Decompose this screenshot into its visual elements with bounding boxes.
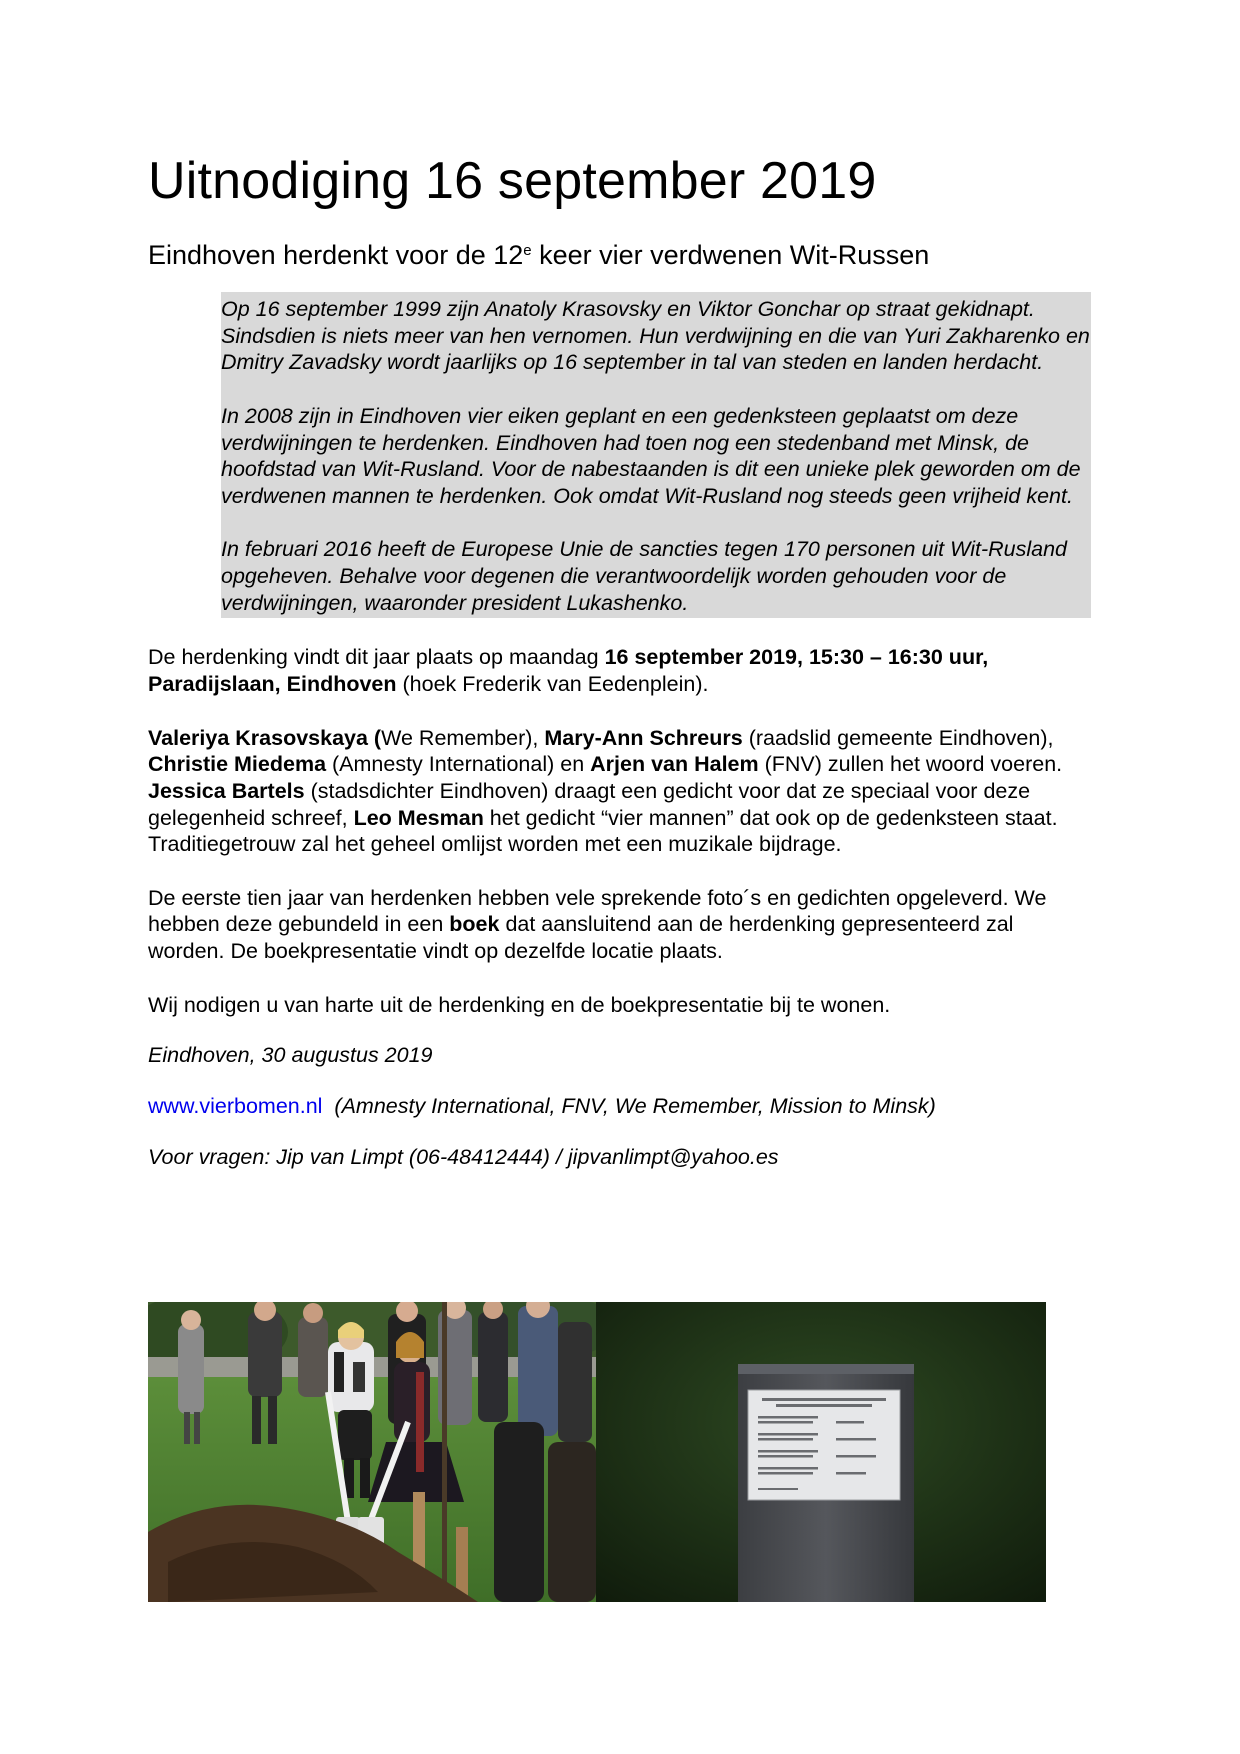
subtitle-text-before: Eindhoven herdenkt voor de 12 (148, 240, 524, 270)
speaker-3-org: (Amnesty International) en (326, 752, 591, 777)
photo-row (148, 1302, 1046, 1602)
invite-paragraph: Wij nodigen u van harte uit de herdenking en de boekpresentatie bij te wonen. (148, 992, 891, 1017)
page-title: Uitnodiging 16 september 2019 (148, 152, 877, 210)
subtitle-superscript: e (523, 242, 532, 259)
website-line (148, 1093, 1088, 1120)
event-post: (hoek Frederik van Eedenplein). (396, 672, 709, 697)
book-post: dat aansluitend aan de herdenking gepresenteerd zal worden. De boekpresentatie vindt op dezelfde locatie plaats. (148, 912, 1014, 964)
book-bold: boek (449, 912, 500, 937)
intro-paragraph-3: In februari 2016 heeft de Europese Unie de sancties tegen 170 personen uit Wit-Rusland opgeheven. Behalve voor degenen die verantwoordelijk worden gehouden voor de verdwijningen, waaronder president Lukashenko. (221, 537, 1068, 615)
speaker-4-org: (FNV) zullen het woord voeren. (758, 752, 1063, 777)
speaker-1-org: We Remember), (381, 725, 545, 750)
book-paragraph (148, 885, 1088, 965)
poet-2-name: Leo Mesman (353, 805, 484, 830)
website-orgs: (Amnesty International, FNV, We Remember, Mission to Minsk) (322, 1093, 936, 1118)
speaker-2-org: (raadslid gemeente Eindhoven), (742, 725, 1054, 750)
book-pre: De eerste tien jaar van herdenken hebben vele sprekende foto´s en gedichten opgeleverd. We hebben deze gebundeld in een (148, 885, 1047, 937)
poets-paragraph (148, 778, 1088, 858)
contact-line: Voor vragen: Jip van Limpt (06-48412444) / jipvanlimpt@yahoo.es (148, 1144, 779, 1169)
speaker-4-name: Arjen van Halem (590, 752, 759, 777)
speaker-3-name: Christie Miedema (148, 752, 327, 777)
intro-block (221, 292, 1091, 618)
subtitle-text-after: keer vier verdwenen Wit-Russen (531, 240, 930, 270)
poet-1-name: Jessica Bartels (148, 778, 305, 803)
document-body (148, 644, 1088, 1170)
event-paragraph (148, 644, 1088, 697)
intro-paragraph-2: In 2008 zijn in Eindhoven vier eiken geplant en een gedenksteen geplaatst om deze verdwijningen te herdenken. Eindhoven had toen nog een stedenband met Minsk, de hoofdstad van Wit-Rusland. Voor de nabestaanden is dit een unieke plek geworden om de verdwenen mannen te herdenken. Ook omdat Wit-Rusland nog steeds geen vrijheid kent. (221, 403, 1081, 508)
event-when-where: 16 september 2019, 15:30 – 16:30 uur, Paradijslaan, Eindhoven (148, 645, 989, 697)
memorial-stone-photo (596, 1302, 1046, 1602)
speakers-paragraph (148, 725, 1088, 778)
speaker-1-name: Valeriya Krasovskaya ( (148, 725, 382, 750)
website-link[interactable]: www.vierbomen.nl (148, 1093, 323, 1118)
document-content (148, 150, 1088, 1170)
tree-planting-photo (148, 1302, 596, 1602)
intro-paragraph-1: Op 16 september 1999 zijn Anatoly Krasovsky en Viktor Gonchar op straat gekidnapt. Sindsdien is niets meer van hen vernomen. Hun verdwijning en die van Yuri Zakharenko en Dmitry Zavadsky wordt jaarlijks op 16 september in tal van steden en landen herdacht. (221, 297, 1090, 375)
poet-1-text: (stadsdichter Eindhoven) draagt een gedicht voor dat ze speciaal voor deze gelegenheid schreef, (148, 778, 1031, 830)
speaker-2-name: Mary-Ann Schreurs (544, 725, 743, 750)
poet-2-text: het gedicht “vier mannen” dat ook op de gedenksteen staat. Traditiegetrouw zal het geheel omlijst worden met een muzikale bijdrage. (148, 805, 1058, 857)
subtitle (148, 238, 1088, 272)
place-date: Eindhoven, 30 augustus 2019 (148, 1043, 433, 1068)
event-pre: De herdenking vindt dit jaar plaats op maandag (148, 645, 605, 670)
